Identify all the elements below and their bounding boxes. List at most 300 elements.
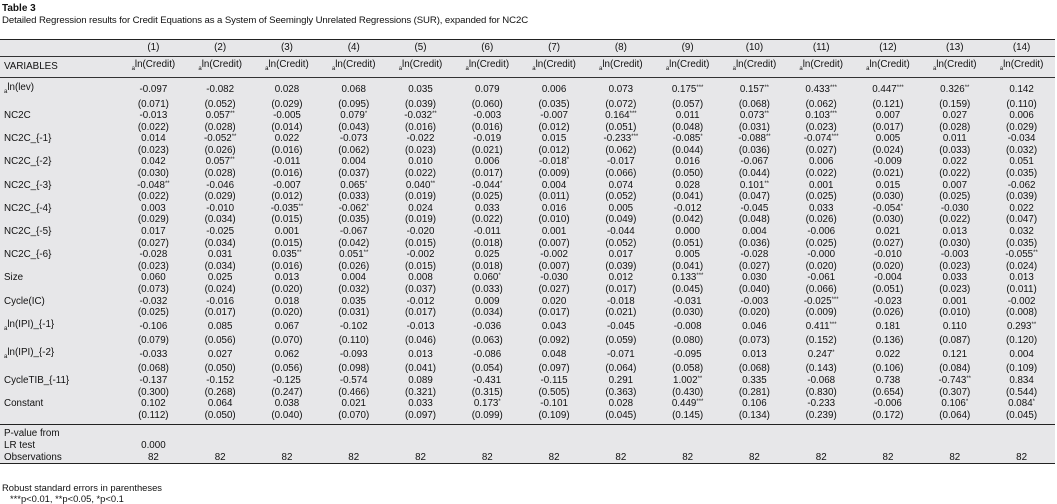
- coefficient-cell: [521, 319, 588, 336]
- standard-error-cell: (0.037): [338, 168, 370, 180]
- observations-cell: 82: [815, 451, 827, 463]
- coefficient-value: -0.000: [807, 249, 836, 261]
- coefficient-row: [0, 347, 1055, 364]
- coefficient-value: -0.013: [139, 110, 168, 122]
- coefficient-cell: [320, 249, 387, 261]
- coefficient-value: 0.335: [742, 375, 767, 387]
- coefficient-value: -0.009: [874, 156, 902, 168]
- dependent-variable-label: [320, 57, 387, 78]
- standard-error-cell: (0.040): [254, 410, 321, 425]
- coefficient-value: 0.014: [141, 133, 166, 145]
- standard-error-cell: (0.073): [137, 284, 169, 295]
- coefficient-cell: [387, 110, 454, 122]
- coefficient-cell: [855, 249, 922, 261]
- coefficient-value: 0.006: [475, 156, 500, 168]
- coefficient-cell: [187, 296, 254, 308]
- dependent-variable-name: ln(Credit): [735, 59, 777, 70]
- standard-error-cell: (0.042): [338, 237, 370, 249]
- coefficient-value: 0.326: [940, 84, 965, 96]
- standard-error-cell: (0.830): [805, 386, 837, 398]
- coefficient-value: 0.017: [608, 249, 634, 261]
- coefficient-value: -0.003: [940, 249, 969, 261]
- variable-label-blank: [0, 145, 120, 157]
- coefficient-value: -0.036: [473, 321, 502, 333]
- coefficient-cell: [788, 398, 855, 410]
- coefficient-value: -0.044: [472, 179, 501, 191]
- dependent-variable-name: ln(Credit): [1003, 59, 1044, 70]
- standard-error-cell: (0.051): [605, 121, 637, 133]
- coefficient-cell: [721, 226, 788, 238]
- coefficient-cell: [387, 347, 454, 364]
- coefficient-cell: [988, 398, 1055, 410]
- standard-error-cell: (0.041): [404, 363, 437, 375]
- coefficient-value: 0.040: [405, 179, 431, 191]
- coefficient-value: -0.082: [206, 84, 235, 96]
- coefficient-cell: [788, 156, 855, 168]
- standard-error-cell: (0.029): [271, 98, 303, 110]
- coefficient-value: 0.433: [805, 84, 830, 96]
- standard-error-cell: (0.031): [738, 121, 770, 133]
- coefficient-cell: [721, 347, 788, 364]
- coefficient-cell: [788, 77, 855, 98]
- pvalue-label-row: [0, 425, 1055, 440]
- dependent-variable-label: [387, 57, 454, 78]
- significance-stars: ***: [696, 273, 704, 280]
- empty-cell: [721, 425, 788, 440]
- standard-error-cell: (0.430): [672, 386, 704, 398]
- dependent-variable-label: [988, 57, 1055, 78]
- coefficient-cell: [454, 133, 521, 145]
- standard-error-cell: (0.033): [471, 284, 503, 295]
- standard-error-cell: (0.017): [605, 284, 637, 295]
- standard-error-cell: (0.045): [672, 284, 704, 295]
- coefficient-value: 0.033: [942, 272, 968, 284]
- coefficient-value: 0.449: [671, 398, 697, 410]
- variable-name: NC2C_{-3}: [4, 179, 52, 191]
- standard-error-cell: (0.121): [872, 98, 904, 110]
- column-number: (4): [320, 40, 387, 57]
- standard-error-cell: (0.300): [137, 386, 169, 398]
- variable-label-blank: [0, 191, 120, 203]
- delta-prefix: a: [4, 88, 8, 95]
- delta-prefix: a: [932, 65, 937, 72]
- standard-error-cell: (0.021): [605, 307, 637, 319]
- standard-error-cell: (0.654): [872, 386, 904, 398]
- significance-stars: **: [230, 111, 235, 118]
- coefficient-cell: [254, 180, 321, 192]
- coefficient-value: 0.101: [739, 179, 765, 191]
- coefficient-cell: [721, 272, 788, 284]
- standard-error-cell: (0.092): [538, 335, 570, 347]
- delta-prefix: a: [799, 65, 803, 72]
- coefficient-cell: [721, 180, 788, 192]
- variable-name: Size: [4, 272, 24, 284]
- standard-error-cell: (0.048): [738, 214, 770, 226]
- variable-label-blank: [0, 284, 120, 296]
- variable-label-blank: [0, 307, 120, 319]
- coefficient-value: -0.574: [339, 375, 368, 387]
- column-number: (12): [855, 40, 922, 57]
- delta-prefix: a: [999, 65, 1004, 72]
- coefficient-row: [0, 249, 1055, 261]
- coefficient-row: [0, 398, 1055, 410]
- standard-error-cell: (0.022): [137, 121, 169, 133]
- standard-error-cell: (0.025): [471, 191, 503, 203]
- coefficient-value: 0.738: [875, 375, 901, 387]
- variable-label-blank: [0, 410, 120, 425]
- coefficient-cell: [254, 347, 321, 364]
- coefficient-cell: [921, 272, 988, 284]
- coefficient-cell: [988, 203, 1055, 215]
- dependent-variable-label: [187, 57, 254, 78]
- standard-error-cell: (0.015): [404, 237, 437, 249]
- coefficient-cell: [721, 249, 788, 261]
- pvalue-row: [0, 440, 1055, 452]
- standard-error-cell: (0.022): [939, 168, 971, 180]
- standard-error-cell: (0.050): [187, 410, 254, 425]
- coefficient-value: 0.293: [1006, 321, 1032, 333]
- coefficient-cell: [187, 319, 254, 336]
- coefficient-value: -0.055: [1005, 249, 1034, 261]
- standard-error-cell: (0.019): [404, 191, 437, 203]
- coefficient-cell: [654, 180, 721, 192]
- coefficient-value: -0.003: [473, 110, 502, 122]
- coefficient-cell: [587, 249, 654, 261]
- significance-stars: ***: [831, 296, 839, 303]
- standard-error-cell: (0.027): [738, 260, 770, 272]
- column-number: (8): [587, 40, 654, 57]
- standard-error-cell: (0.068): [738, 98, 770, 110]
- empty-cell: [988, 425, 1055, 440]
- coefficient-cell: [721, 319, 788, 336]
- variable-name: ln(IPI)_{-2}: [7, 346, 55, 358]
- coefficient-value: 0.021: [875, 226, 901, 238]
- coefficient-value: -0.020: [406, 226, 435, 238]
- variable-label: [0, 226, 120, 238]
- coefficient-cell: [921, 375, 988, 387]
- dependent-variable-label: [654, 57, 721, 78]
- standard-error-cell: (0.035): [338, 214, 370, 226]
- coefficient-value: 0.028: [608, 398, 634, 410]
- coefficient-value: 0.102: [141, 398, 166, 410]
- coefficient-value: 0.001: [541, 226, 567, 238]
- coefficient-cell: [120, 398, 187, 410]
- coefficient-value: -0.019: [473, 133, 502, 145]
- coefficient-cell: [387, 249, 454, 261]
- standard-error-cell: (0.062): [338, 144, 370, 156]
- delta-prefix: a: [198, 65, 202, 72]
- coefficient-value: 0.033: [808, 202, 834, 214]
- standard-error-cell: (0.046): [404, 335, 437, 347]
- standard-error-cell: (0.060): [471, 98, 503, 110]
- variable-label: [0, 156, 120, 168]
- significance-stars: **: [764, 111, 770, 118]
- coefficient-cell: [187, 133, 254, 145]
- standard-error-cell: (0.015): [271, 237, 303, 249]
- standard-error-cell: (0.022): [471, 214, 503, 226]
- delta-prefix: a: [398, 65, 403, 72]
- coefficient-cell: [788, 110, 855, 122]
- standard-error-cell: (0.145): [654, 410, 721, 425]
- coefficient-value: -0.106: [139, 321, 168, 333]
- note-significance: ***p<0.01, **p<0.05, *p<0.1: [10, 493, 124, 504]
- coefficient-value: -0.048: [137, 179, 165, 191]
- coefficient-cell: [254, 296, 321, 308]
- coefficient-value: -0.102: [339, 321, 368, 333]
- coefficient-value: -0.074: [803, 133, 832, 145]
- variable-label-blank: [0, 214, 120, 226]
- coefficient-cell: [120, 272, 187, 284]
- standard-error-cell: (0.268): [204, 386, 236, 398]
- coefficient-value: -0.031: [673, 295, 702, 307]
- significance-stars: **: [230, 157, 235, 164]
- observations-cell: 82: [481, 451, 493, 463]
- significance-stars: **: [432, 111, 437, 118]
- standard-error-cell: (0.051): [672, 237, 704, 249]
- standard-error-cell: (0.035): [1006, 237, 1038, 249]
- standard-error-cell: (0.040): [738, 284, 770, 295]
- coefficient-cell: [254, 203, 321, 215]
- column-number: (11): [788, 40, 855, 57]
- dependent-variable-name: ln(Credit): [535, 59, 576, 70]
- coefficient-cell: [654, 249, 721, 261]
- standard-error-cell: (0.035): [538, 98, 570, 110]
- coefficient-cell: [320, 203, 387, 215]
- significance-stars: **: [964, 85, 970, 92]
- coefficient-cell: [788, 226, 855, 238]
- variable-label: [0, 296, 120, 308]
- empty-cell: [320, 425, 387, 440]
- coefficient-value: -0.115: [540, 375, 568, 387]
- standard-error-cell: (0.052): [605, 191, 637, 203]
- coefficient-cell: [454, 156, 521, 168]
- delta-prefix: a: [532, 65, 536, 72]
- standard-error-cell: (0.011): [1006, 284, 1037, 295]
- coefficient-value: 0.106: [742, 398, 767, 410]
- standard-error-cell: (0.025): [137, 307, 169, 319]
- standard-error-cell: (0.363): [605, 386, 637, 398]
- variable-label-blank: [0, 238, 120, 250]
- standard-error-cell: (0.044): [738, 168, 770, 180]
- coefficient-cell: [921, 77, 988, 98]
- coefficient-cell: [654, 272, 721, 284]
- dependent-variable-label: [721, 57, 788, 78]
- standard-error-cell: (0.098): [338, 363, 370, 375]
- variable-label: [0, 319, 120, 336]
- coefficient-value: 0.121: [942, 349, 968, 361]
- table-title: Table 3: [2, 3, 36, 14]
- pvalue-cell: 0.000: [141, 440, 166, 452]
- coefficient-cell: [654, 110, 721, 122]
- standard-error-cell: (0.032): [1006, 144, 1038, 156]
- empty-cell: [587, 440, 654, 452]
- standard-error-cell: (0.064): [921, 410, 988, 425]
- standard-error-cell: (0.028): [204, 121, 236, 133]
- coefficient-cell: [855, 226, 922, 238]
- standard-error-cell: (0.134): [721, 410, 788, 425]
- significance-stars: *: [364, 111, 368, 118]
- standard-error-cell: (0.033): [939, 144, 971, 156]
- standard-error-row: [0, 284, 1055, 296]
- coefficient-value: -0.125: [273, 375, 301, 387]
- standard-error-cell: (0.056): [271, 363, 303, 375]
- coefficient-value: 0.057: [205, 156, 231, 168]
- coefficient-cell: [187, 375, 254, 387]
- empty-cell: [254, 440, 321, 452]
- empty-cell: [855, 440, 922, 452]
- coefficient-row: [0, 77, 1055, 98]
- note-standard-errors: Robust standard errors in parentheses: [2, 482, 162, 493]
- coefficient-cell: [921, 347, 988, 364]
- coefficient-cell: [988, 77, 1055, 98]
- standard-error-row: [0, 307, 1055, 319]
- coefficient-value: 0.018: [274, 295, 300, 307]
- observations-cell: 82: [615, 451, 627, 463]
- table-body: [0, 40, 1055, 463]
- coefficient-value: 1.002: [673, 375, 698, 387]
- coefficient-value: -0.010: [874, 249, 902, 261]
- standard-error-cell: (0.247): [271, 386, 303, 398]
- coefficient-cell: [721, 375, 788, 387]
- coefficient-cell: [587, 347, 654, 364]
- variable-label-blank: [0, 335, 120, 347]
- coefficient-value: 0.068: [341, 84, 366, 96]
- standard-error-cell: (0.064): [605, 363, 637, 375]
- coefficient-cell: [120, 296, 187, 308]
- coefficient-cell: [855, 375, 922, 387]
- standard-error-cell: (0.052): [605, 237, 637, 249]
- coefficient-value: 0.024: [408, 202, 433, 214]
- dependent-variable-label: [788, 57, 855, 78]
- standard-error-cell: (0.023): [805, 121, 837, 133]
- empty-cell: [788, 440, 855, 452]
- coefficient-cell: [521, 375, 588, 387]
- standard-error-cell: (0.544): [1006, 386, 1038, 398]
- empty-cell: [521, 425, 588, 440]
- coefficient-cell: [120, 110, 187, 122]
- coefficient-cell: [120, 319, 187, 336]
- coefficient-value: 0.073: [739, 110, 765, 122]
- standard-error-cell: (0.029): [1006, 121, 1038, 133]
- standard-error-row: [0, 238, 1055, 250]
- coefficient-value: 0.031: [207, 249, 233, 261]
- coefficient-cell: [921, 133, 988, 145]
- coefficient-cell: [187, 110, 254, 122]
- coefficient-value: 0.060: [473, 272, 499, 284]
- standard-error-cell: (0.021): [471, 144, 503, 156]
- coefficient-value: 0.020: [541, 295, 567, 307]
- coefficient-cell: [320, 347, 387, 364]
- variable-name: NC2C: [4, 110, 31, 122]
- coefficient-cell: [320, 375, 387, 387]
- coefficient-cell: [855, 347, 922, 364]
- coefficient-cell: [855, 156, 922, 168]
- coefficient-value: 0.025: [207, 272, 233, 284]
- standard-error-cell: (0.143): [805, 363, 837, 375]
- dependent-variable-name: ln(Credit): [201, 59, 242, 70]
- coefficient-cell: [721, 296, 788, 308]
- column-number: (1): [120, 40, 187, 57]
- variable-label: [0, 133, 120, 145]
- coefficient-cell: [654, 319, 721, 336]
- table-caption: Detailed Regression results for Credit Equations as a System of Seemingly Unrelated Regressions (SUR), expanded for NC2C: [2, 15, 529, 26]
- standard-error-cell: (0.025): [939, 191, 971, 203]
- significance-stars: **: [1033, 250, 1038, 257]
- standard-error-row: [0, 99, 1055, 111]
- coefficient-value: -0.022: [406, 133, 435, 145]
- coefficient-cell: [788, 319, 855, 336]
- coefficient-cell: [521, 77, 588, 98]
- coefficient-cell: [387, 272, 454, 284]
- coefficient-value: 0.073: [608, 84, 634, 96]
- standard-error-cell: (0.159): [939, 98, 971, 110]
- coefficient-value: 0.006: [1009, 110, 1034, 122]
- standard-error-cell: (0.035): [1006, 168, 1038, 180]
- standard-error-cell: (0.026): [204, 144, 236, 156]
- variable-name: NC2C_{-6}: [4, 249, 52, 261]
- coefficient-value: -0.018: [606, 295, 635, 307]
- coefficient-cell: [587, 180, 654, 192]
- dependent-variable-name: ln(Credit): [802, 59, 844, 70]
- coefficient-cell: [120, 77, 187, 98]
- coefficient-cell: [988, 133, 1055, 145]
- coefficient-cell: [320, 398, 387, 410]
- coefficient-cell: [855, 203, 922, 215]
- coefficient-cell: [454, 347, 521, 364]
- coefficient-value: 0.016: [675, 156, 700, 168]
- standard-error-cell: (0.466): [338, 386, 370, 398]
- coefficient-value: 0.022: [875, 349, 901, 361]
- coefficient-value: 0.032: [1009, 226, 1034, 238]
- standard-error-cell: (0.026): [338, 260, 370, 272]
- coefficient-cell: [387, 77, 454, 98]
- coefficient-value: 0.164: [605, 110, 630, 122]
- standard-error-cell: (0.024): [1006, 260, 1038, 272]
- significance-stars: ***: [631, 134, 639, 141]
- standard-error-cell: (0.041): [672, 191, 704, 203]
- variable-label: [0, 398, 120, 410]
- coefficient-value: -0.008: [673, 321, 702, 333]
- observations-cell: 82: [147, 451, 159, 463]
- coefficient-cell: [654, 156, 721, 168]
- coefficient-cell: [254, 249, 321, 261]
- standard-error-cell: (0.023): [939, 260, 971, 272]
- coefficient-value: 0.106: [941, 398, 966, 410]
- coefficient-cell: [254, 156, 321, 168]
- coefficient-cell: [721, 156, 788, 168]
- coefficient-value: -0.011: [273, 156, 301, 168]
- coefficient-cell: [587, 77, 654, 98]
- coefficient-cell: [521, 272, 588, 284]
- coefficient-value: -0.045: [740, 202, 769, 214]
- coefficient-value: 0.005: [875, 133, 901, 145]
- standard-error-cell: (0.022): [137, 191, 169, 203]
- coefficient-value: -0.067: [339, 226, 368, 238]
- observations-cell: 82: [682, 451, 694, 463]
- coefficient-value: -0.030: [540, 272, 568, 284]
- standard-error-cell: (0.072): [605, 98, 637, 110]
- standard-error-cell: (0.070): [320, 410, 387, 425]
- observations-cell: 82: [415, 451, 426, 463]
- coefficient-cell: [587, 398, 654, 410]
- variable-label: [0, 375, 120, 387]
- significance-stars: *: [498, 273, 501, 280]
- coefficient-value: 0.042: [141, 156, 166, 168]
- coefficient-value: 0.005: [675, 249, 700, 261]
- delta-prefix: a: [331, 65, 336, 72]
- significance-stars: **: [231, 134, 237, 141]
- standard-error-cell: (0.120): [1006, 335, 1038, 347]
